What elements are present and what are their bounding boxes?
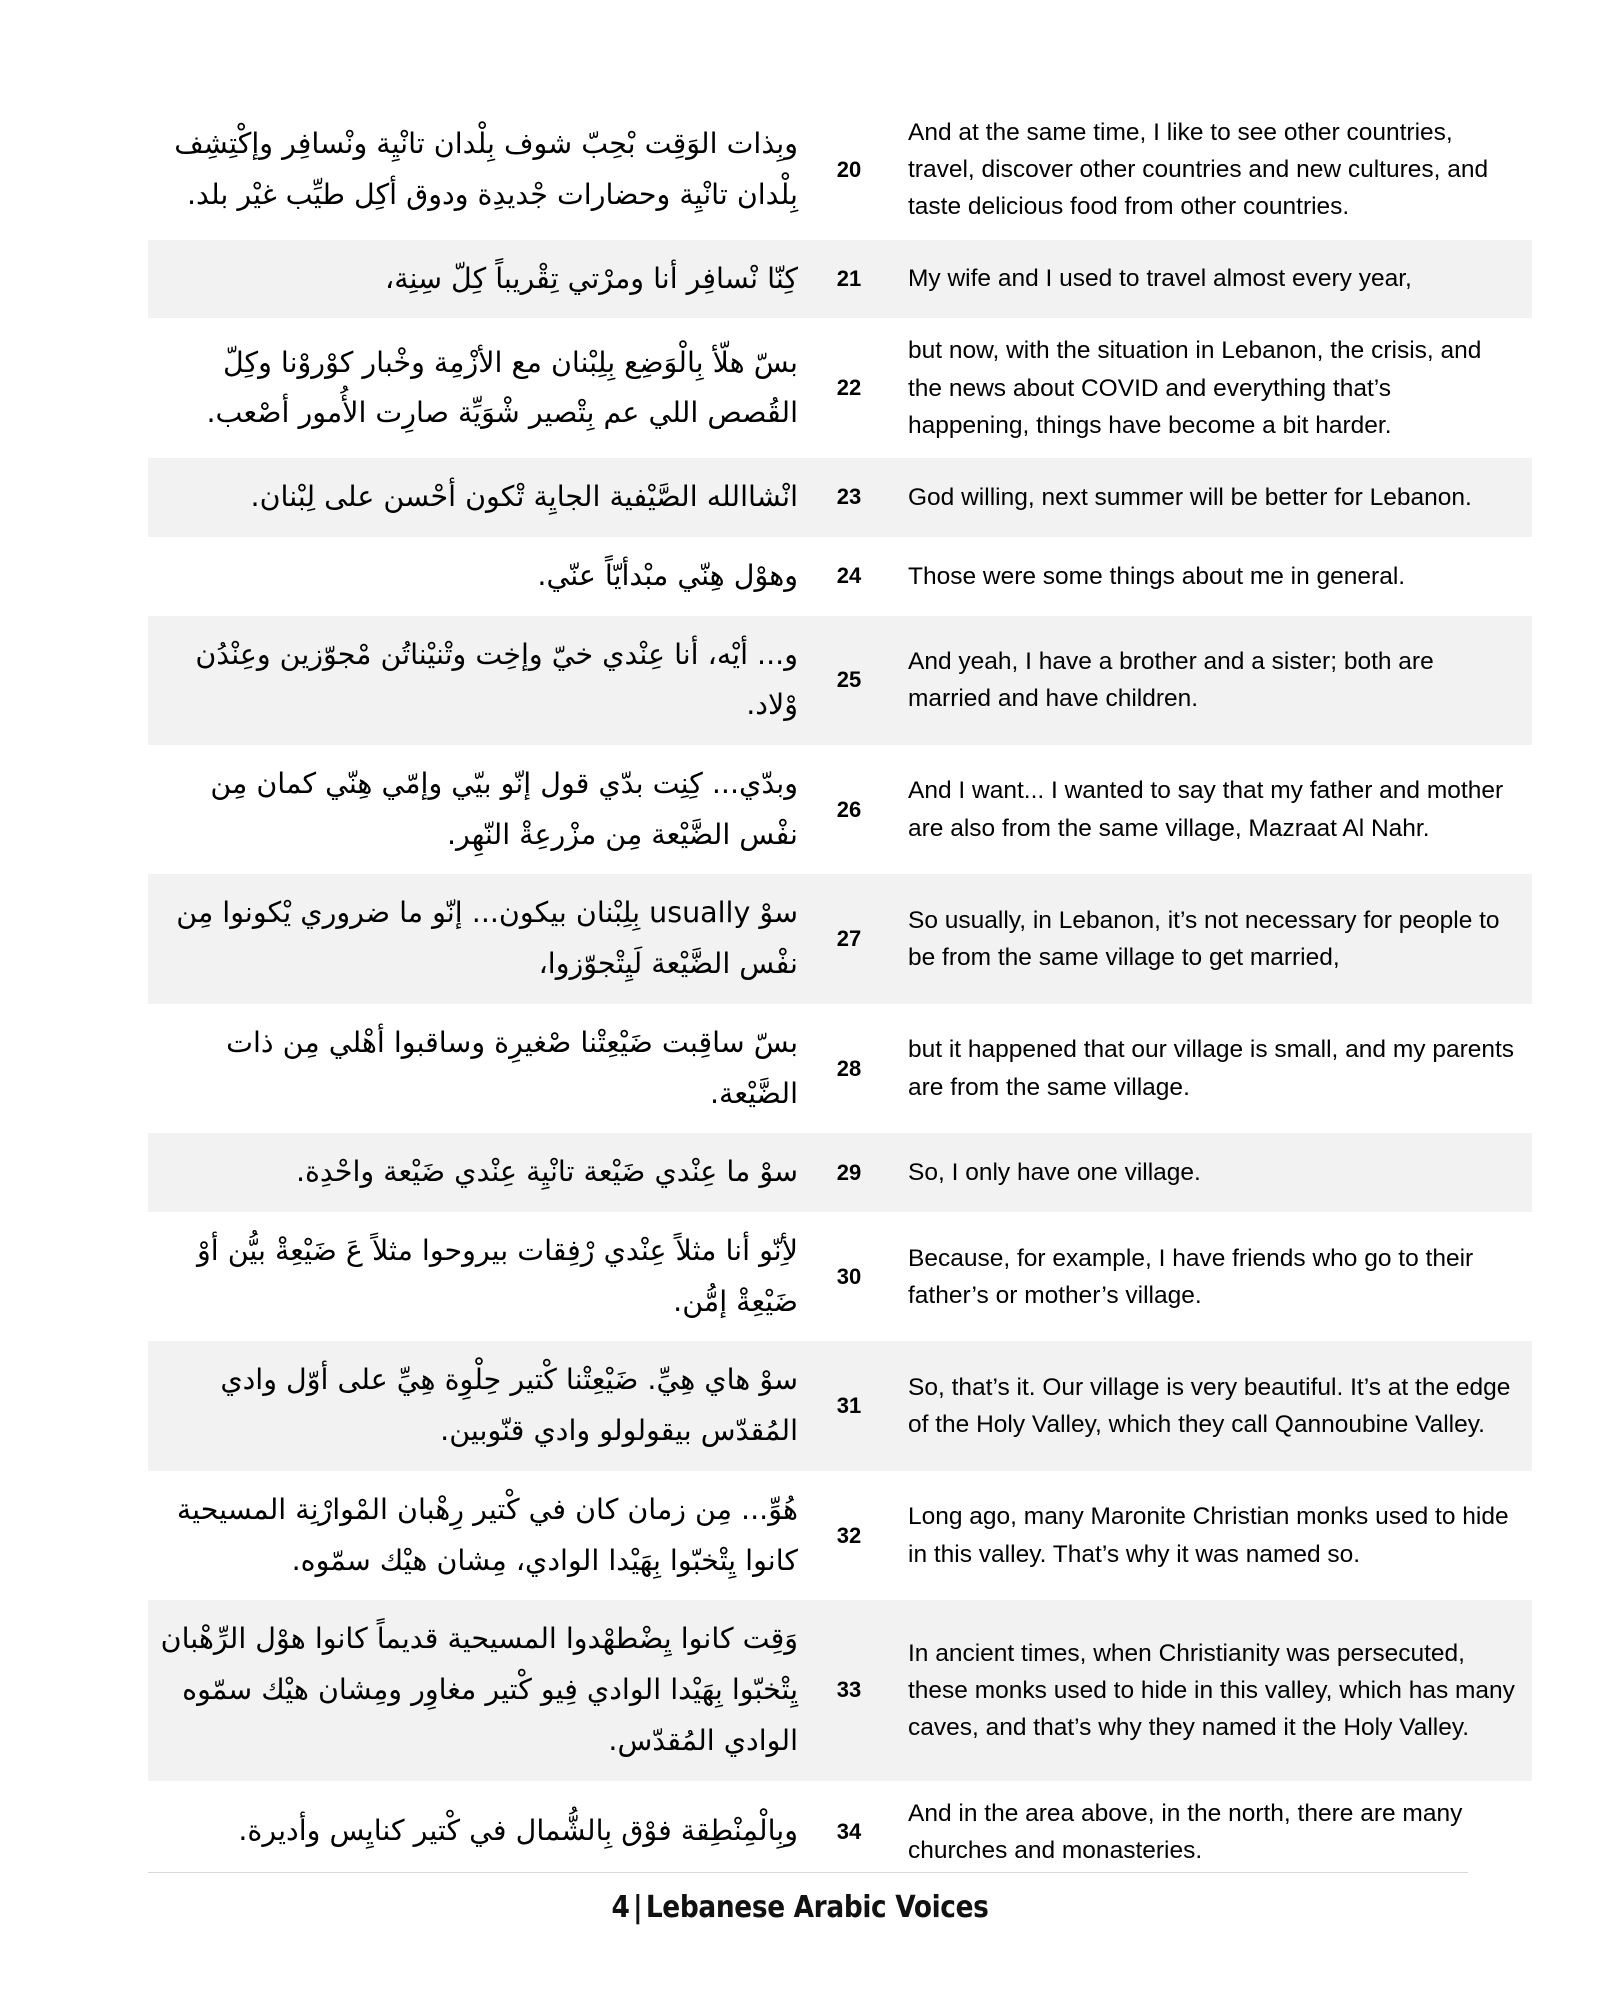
english-text-cell: God willing, next summer will be better for Lebanon. — [908, 483, 1472, 511]
footer-divider — [148, 1872, 1468, 1873]
table-row — [148, 1341, 1532, 1470]
transcript-table — [148, 100, 1532, 1883]
table-row — [148, 458, 1532, 537]
english-text-cell: So usually, in Lebanon, it’s not necessary for people to be from the same village to get married, — [908, 906, 1500, 972]
arabic-text-cell: سوْ usually بِلِبْنان بيكون... إنّو ما ضروري يْكونوا مِن نفْس الضَّيْعة لَيِتْجوّزوا، — [176, 896, 798, 981]
row-number-cell: 33 — [836, 1677, 862, 1703]
arabic-text-cell: كِنّا نْسافِر أنا ومرْتي تِقْريباً كِلّ سِنِة، — [385, 261, 798, 295]
english-text-cell: Those were some things about me in general. — [908, 562, 1406, 590]
english-text-cell: So, I only have one village. — [908, 1159, 1201, 1187]
arabic-text-cell: بسّ ساقِبت ضَيْعِتْنا صْغيرِة وساقبوا أهْلي مِن ذات الضَّيْعة. — [226, 1025, 798, 1110]
english-text-cell: My wife and I used to travel almost every year, — [908, 265, 1412, 293]
row-number-cell: 23 — [836, 484, 862, 510]
transcript-body — [148, 100, 1532, 1883]
arabic-text-cell: سوْ ما عِنْدي ضَيْعة تانْيِة عِنْدي ضَيْعة واحْدِة. — [295, 1155, 798, 1189]
row-number-cell: 25 — [836, 667, 862, 693]
english-text-cell: Because, for example, I have friends who go to their father’s or mother’s village. — [908, 1244, 1474, 1309]
arabic-text-cell: وبِالْمِنْطِقة فوْق بِالشُّمال في كْتير كنايِس وأديرة. — [238, 1814, 798, 1848]
english-text-cell: And I want... I wanted to say that my father and mother are also from the same village, Mazraat Al Nahr. — [908, 777, 1504, 842]
table-row — [148, 1471, 1532, 1600]
table-row — [148, 537, 1532, 616]
arabic-text-cell: و... أيْه، أنا عِنْدي خيّ وإخِت وتْنيْناتُن مْجوّزين وعِنْدُن وْلاد. — [195, 637, 798, 722]
row-number-cell: 27 — [836, 926, 862, 952]
footer-title: Lebanese Arabic Voices — [645, 1890, 989, 1925]
arabic-text-cell: سوْ هاي هِيِّ. ضَيْعِتْنا كْتير حِلْوِة هِيِّ على أوّل وادي المُقدّس بيقولولو وادي قنّوبين. — [220, 1363, 798, 1448]
english-text-cell: but now, with the situation in Lebanon, the crisis, and the news about COVID and everything that’s happening, things have become a bit harder. — [908, 337, 1482, 439]
english-text-cell: but it happened that our village is small, and my parents are from the same village. — [908, 1036, 1515, 1101]
table-row — [148, 318, 1532, 458]
arabic-text-cell: هُوِّ... مِن زمان كان في كْتير رِهْبان المْوارْنِة المسيحية كانوا يِتْخبّوا بِهَيْدا الوادي، مِشان هيْك سمّوه. — [176, 1492, 798, 1577]
footer-page-number: 4 — [611, 1890, 630, 1925]
arabic-text-cell: لأِنّو أنا مثلاً عِنْدي رْفِقات بيروحوا مثلاً عَ ضَيْعِةْ بيُّن أوْ ضَيْعِةْ إمُّن. — [197, 1234, 798, 1318]
row-number-cell: 32 — [836, 1522, 862, 1548]
arabic-text-cell: وبِذات الوَقِت بْحِبّ شوف بِلْدان تانْيِة ونْسافِر وإكْتِشِف بِلْدان تانْيِة وحضارات جْديدِة ودوق أكِل طيِّب غيْر بلد. — [174, 127, 798, 211]
table-row — [148, 1600, 1532, 1780]
page-footer — [96, 1890, 1504, 1925]
row-number-cell: 30 — [836, 1263, 862, 1289]
table-row — [148, 100, 1532, 240]
row-number-cell: 29 — [836, 1159, 862, 1185]
arabic-text-cell: انْشاالله الصَّيْفية الجايِة تْكون أحْسن على لِبْنان. — [250, 480, 798, 514]
table-row — [148, 745, 1532, 874]
row-number-cell: 26 — [836, 796, 862, 822]
english-text-cell: And in the area above, in the north, there are many churches and monasteries. — [908, 1799, 1463, 1864]
row-number-cell: 22 — [836, 375, 862, 401]
english-text-cell: In ancient times, when Christianity was persecuted, these monks used to hide in this valley, which has many caves, and that’s why they named it the Holy Valley. — [908, 1639, 1515, 1742]
row-number-cell: 24 — [836, 563, 862, 589]
table-row — [148, 616, 1532, 745]
arabic-text-cell: وهوْل هِنّي مبْدأيّاً عنّي. — [537, 558, 798, 592]
arabic-text-cell: وَقِت كانوا يِضْطهْدوا المسيحية قديماً كانوا هوْل الرِّهْبان يِتْخبّوا بِهَيْدا الوادي فِيو كْتير مغاوِر ومِشان هيْك سمّوه الوادي المُقدّس. — [160, 1622, 798, 1757]
english-text-cell: And at the same time, I like to see other countries, travel, discover other countries and new cultures, and taste delicious food from other countries. — [908, 119, 1489, 221]
table-row — [148, 1781, 1532, 1883]
table-row — [148, 874, 1532, 1003]
table-row — [148, 1133, 1532, 1212]
row-number-cell: 28 — [836, 1055, 862, 1081]
footer-separator: | — [633, 1890, 643, 1925]
english-text-cell: Long ago, many Maronite Christian monks used to hide in this valley. That’s why it was named so. — [908, 1503, 1509, 1568]
english-text-cell: So, that’s it. Our village is very beautiful. It’s at the edge of the Holy Valley, which they call Qannoubine Valley. — [908, 1373, 1511, 1439]
row-number-cell: 20 — [836, 156, 862, 182]
arabic-text-cell: وبدّي... كِنِت بدّي قول إنّو بيّي وإمّي هِنّي كمان مِن نفْس الضَّيْعة مِن مزْرعِةْ النّهِر. — [210, 767, 798, 851]
table-row — [148, 1004, 1532, 1133]
row-number-cell: 34 — [836, 1818, 862, 1844]
row-number-cell: 31 — [836, 1393, 862, 1419]
table-row — [148, 1212, 1532, 1341]
english-text-cell: And yeah, I have a brother and a sister; both are married and have children. — [908, 648, 1434, 713]
table-row — [148, 240, 1532, 319]
arabic-text-cell: بسّ هلّأ بِالْوَضِع بِلِبْنان مع الأزْمِة وخْبار كوْروْنا وكِلّ القُصص اللي عم بِتْصير شْوَيِّة صارِت الأُمور أصْعب. — [206, 345, 798, 430]
row-number-cell: 21 — [836, 266, 862, 292]
